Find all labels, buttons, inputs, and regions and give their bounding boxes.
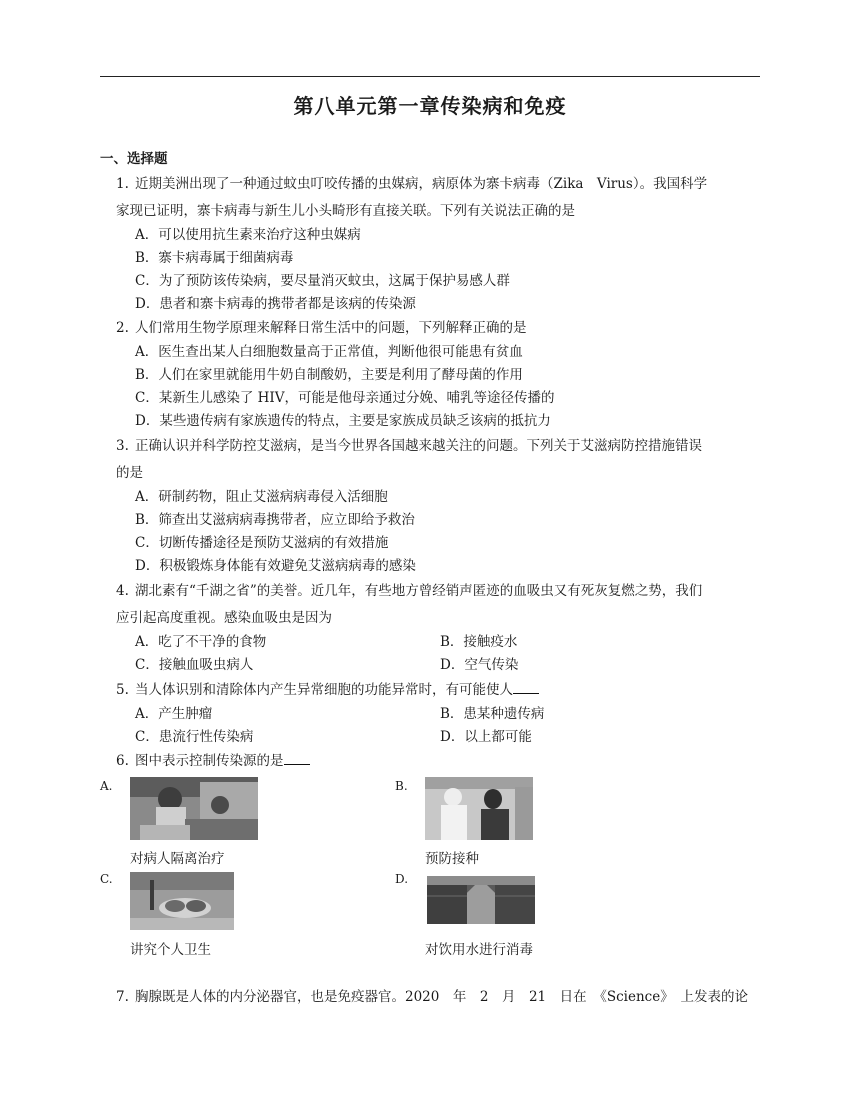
question-number: 5.: [116, 682, 129, 698]
option-a[interactable]: A．医生查出某人白细胞数量高于正常值，判断他很可能患有贫血: [135, 344, 523, 360]
option-c[interactable]: C．为了预防该传染病，要尽量消灭蚊虫，这属于保护易感人群: [135, 273, 510, 289]
question-number: 1.: [116, 176, 129, 192]
answer-blank: [513, 679, 539, 694]
option-d[interactable]: D．某些遗传病有家族遗传的特点，主要是家族成员缺乏该病的抵抗力: [135, 413, 551, 429]
image-caption: 预防接种: [425, 851, 479, 867]
option-d[interactable]: D．患者和寨卡病毒的携带者都是该病的传染源: [135, 296, 416, 312]
question-text: 当人体识别和清除体内产生异常细胞的功能异常时，有可能使人: [135, 682, 513, 698]
image-option-letter-d: D.: [395, 872, 409, 886]
image-caption: 对病人隔离治疗: [130, 851, 225, 867]
option-a[interactable]: A．可以使用抗生素来治疗这种虫媒病: [135, 227, 361, 243]
option-a[interactable]: A．产生肿瘤: [135, 706, 213, 722]
option-c[interactable]: C．切断传播途径是预防艾滋病的有效措施: [135, 535, 389, 551]
page-title: 第八单元第一章传染病和免疫: [293, 94, 567, 118]
question-text-line: 家现已证明，寨卡病毒与新生儿小头畸形有直接关联。下列有关说法正确的是: [116, 203, 575, 219]
option-b[interactable]: B．患某种遗传病: [440, 706, 545, 722]
option-c[interactable]: C．患流行性传染病: [135, 729, 254, 745]
header-rule: [100, 76, 760, 77]
option-b[interactable]: B．人们在家里就能用牛奶自制酸奶，主要是利用了酵母菌的作用: [135, 367, 523, 383]
option-b[interactable]: B．接触疫水: [440, 634, 518, 650]
question-text-line: 近期美洲出现了一种通过蚊虫叮咬传播的虫媒病，病原体为寨卡病毒（Zika Virus）。我国科学: [135, 176, 708, 192]
question-number: 4.: [116, 583, 129, 599]
photo-isolation-treatment[interactable]: [130, 777, 258, 840]
option-b[interactable]: B．寨卡病毒属于细菌病毒: [135, 250, 294, 266]
option-c[interactable]: C．接触血吸虫病人: [135, 657, 254, 673]
question-text-line: [135, 679, 539, 702]
question-number: 3.: [116, 438, 129, 454]
section-heading: 一、选择题: [100, 151, 168, 167]
question-number: 7.: [116, 989, 129, 1005]
question-text-line: 人们常用生物学原理来解释日常生活中的问题，下列解释正确的是: [135, 320, 527, 336]
question-number: 6.: [116, 753, 129, 769]
photo-vaccination[interactable]: [425, 777, 533, 840]
question-number: 2.: [116, 320, 129, 336]
question-text-line: [135, 750, 310, 773]
question-text-line: 的是: [116, 465, 143, 481]
option-a[interactable]: A．研制药物，阻止艾滋病病毒侵入活细胞: [135, 489, 388, 505]
option-a[interactable]: A．吃了不干净的食物: [135, 634, 267, 650]
question-text: 图中表示控制传染源的是: [135, 753, 284, 769]
image-option-letter-c: C.: [100, 872, 113, 886]
image-option-letter-b: B.: [395, 779, 408, 793]
image-option-letter-a: A.: [100, 779, 113, 793]
option-d[interactable]: D．以上都可能: [440, 729, 532, 745]
option-b[interactable]: B．筛查出艾滋病病毒携带者，应立即给予救治: [135, 512, 415, 528]
photo-water-disinfection[interactable]: [427, 876, 535, 924]
option-d[interactable]: D．空气传染: [440, 657, 519, 673]
image-caption: 对饮用水进行消毒: [425, 942, 533, 958]
question-text-line: 应引起高度重视。感染血吸虫是因为: [116, 610, 332, 626]
photo-personal-hygiene[interactable]: [130, 872, 234, 930]
question-text-line: 正确认识并科学防控艾滋病，是当今世界各国越来越关注的问题。下列关于艾滋病防控措施错误: [135, 438, 702, 454]
question-text-line: 胸腺既是人体的内分泌器官，也是免疫器官。2020 年 2 月 21 日在 《Science》 上发表的论: [135, 989, 748, 1005]
option-d[interactable]: D．积极锻炼身体能有效避免艾滋病病毒的感染: [135, 558, 416, 574]
image-caption: 讲究个人卫生: [130, 942, 211, 958]
option-c[interactable]: C．某新生儿感染了 HIV，可能是他母亲通过分娩、哺乳等途径传播的: [135, 390, 555, 406]
question-text-line: 湖北素有“千湖之省”的美誉。近几年，有些地方曾经销声匿迹的血吸虫又有死灰复燃之势，我们: [135, 583, 703, 599]
answer-blank: [284, 750, 310, 765]
